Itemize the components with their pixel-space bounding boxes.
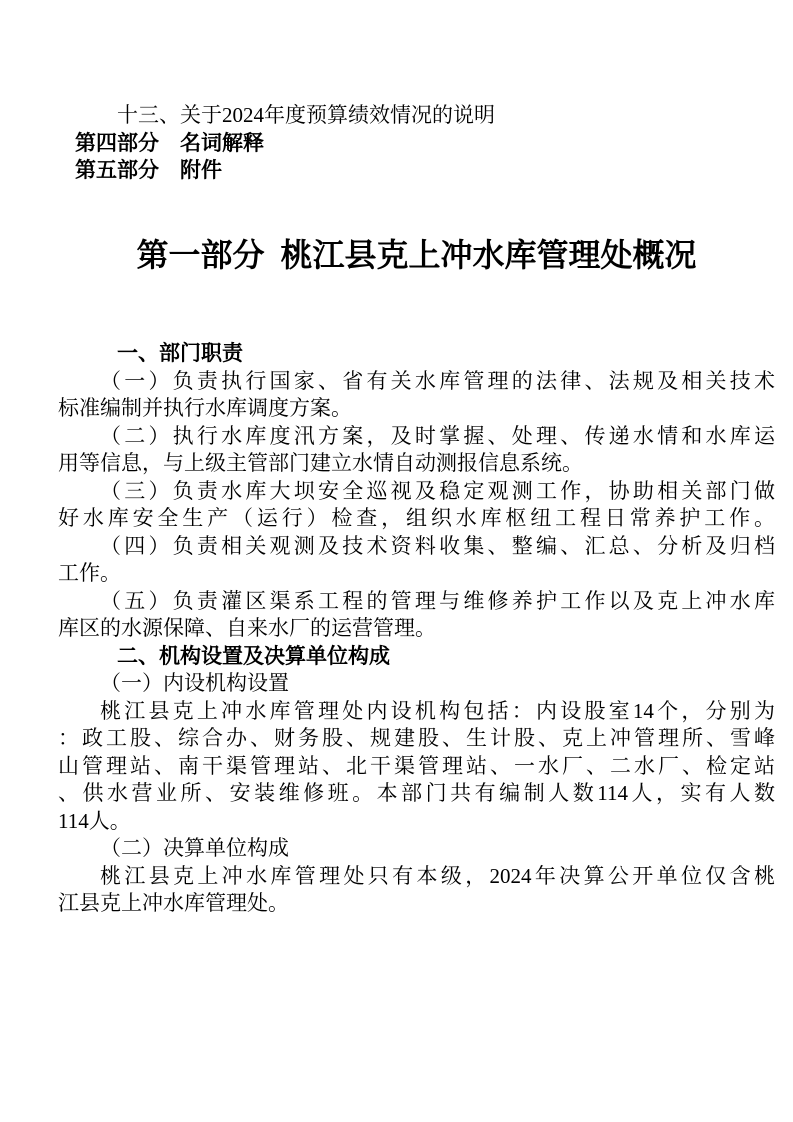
heading-department-duties: 一、部门职责 [117, 341, 243, 365]
body-line: （三）负责水库大坝安全巡视及稳定观测工作，协助相关部门做 [100, 478, 775, 503]
subheading-unit-composition: （二）决算单位构成 [100, 836, 289, 860]
toc-line: 第四部分 名词解释 [75, 130, 264, 155]
body-line: 用等信息，与上级主管部门建立水情自动测报信息系统。 [58, 451, 583, 475]
body-line: （五）负责灌区渠系工程的管理与维修养护工作以及克上冲水库 [100, 588, 775, 613]
body-line: 江县克上冲水库管理处。 [58, 891, 289, 915]
body-line: ：政工股、综合办、财务股、规建股、生计股、克上冲管理所、雪峰 [58, 726, 775, 750]
body-line: 桃江县克上冲水库管理处内设机构包括：内设股室14个，分别为 [100, 698, 775, 723]
toc-line: 第五部分 附件 [75, 158, 222, 182]
body-line: 标准编制并执行水库调度方案。 [58, 396, 352, 420]
subheading-internal-setup: （一）内设机构设置 [100, 671, 289, 695]
body-line: 工作。 [58, 561, 121, 585]
table-of-contents-tail [75, 102, 775, 185]
section-title: 第一部分 桃江县克上冲水库管理处概况 [136, 237, 697, 273]
body-line: 好水库安全生产（运行）检查，组织水库枢纽工程日常养护工作。 [58, 506, 775, 530]
toc-line: 十三、关于2024年度预算绩效情况的说明 [117, 103, 495, 127]
body-line: 114人。 [58, 808, 131, 833]
body-line: （四）负责相关观测及技术资料收集、整编、汇总、分析及归档 [100, 533, 775, 558]
body-line: （一）负责执行国家、省有关水库管理的法律、法规及相关技术 [100, 368, 775, 393]
body-line: 库区的水源保障、自来水厂的运营管理。 [58, 616, 436, 640]
body-line: 、供水营业所、安装维修班。本部门共有编制人数114人，实有人数 [58, 781, 775, 805]
body-line: 桃江县克上冲水库管理处只有本级，2024年决算公开单位仅含桃 [100, 863, 775, 888]
body-line: （二）执行水库度汛方案，及时掌握、处理、传递水情和水库运 [100, 423, 775, 448]
heading-org-structure: 二、机构设置及决算单位构成 [117, 643, 390, 668]
body-line: 山管理站、南干渠管理站、北干渠管理站、一水厂、二水厂、检定站 [58, 753, 775, 778]
document-body [58, 340, 775, 918]
